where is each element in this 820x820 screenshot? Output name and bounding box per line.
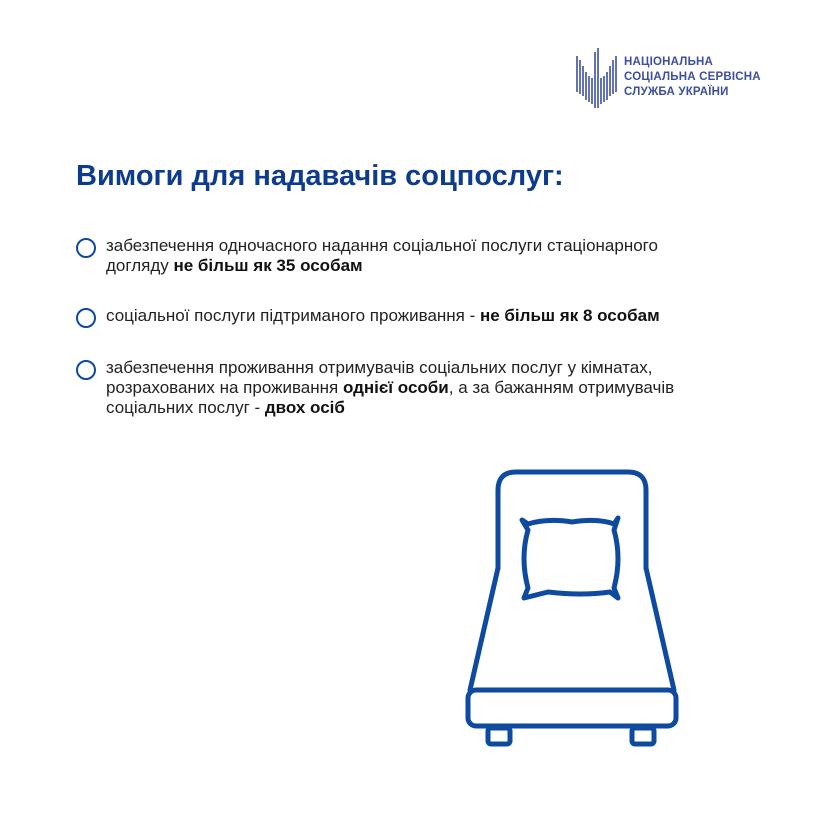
- circle-bullet-icon: [76, 238, 96, 258]
- item-text-continued: , а за бажанням отримувачів соціальних послуг -: [106, 378, 675, 417]
- list-item: [76, 236, 676, 276]
- list-item: [76, 358, 676, 418]
- list-item: [76, 306, 676, 328]
- logo-text: [624, 55, 761, 100]
- logo-line-1: НАЦІОНАЛЬНА: [624, 55, 714, 68]
- list-item-text: [106, 306, 660, 326]
- item-text: забезпечення одночасного надання соціальної послуги стаціонарного догляду: [106, 236, 658, 275]
- list-item-text: [106, 236, 676, 276]
- trident-logo-icon: [574, 44, 620, 110]
- circle-bullet-icon: [76, 308, 96, 328]
- item-text: соціальної послуги підтриманого проживання -: [106, 306, 480, 325]
- circle-bullet-icon: [76, 360, 96, 380]
- item-bold-text: однієї особи: [342, 378, 449, 397]
- logo-line-2: СОЦІАЛЬНА СЕРВІСНА: [624, 70, 761, 83]
- item-bold-text-2: двох осіб: [264, 398, 345, 417]
- logo-line-3: СЛУЖБА УКРАЇНИ: [624, 85, 729, 98]
- item-bold-text: не більш як 8 особам: [479, 306, 660, 325]
- item-bold-text: не більш як 35 особам: [173, 256, 363, 275]
- item-text: забезпечення проживання отримувачів соціальних послуг у кімнатах, розрахованих на проживання: [106, 358, 653, 397]
- logo: [574, 44, 761, 110]
- bed-icon: [462, 468, 682, 753]
- list-item-text: [106, 358, 676, 418]
- page-title: Вимоги для надавачів соцпослуг:: [76, 160, 564, 192]
- requirements-list: [76, 236, 676, 448]
